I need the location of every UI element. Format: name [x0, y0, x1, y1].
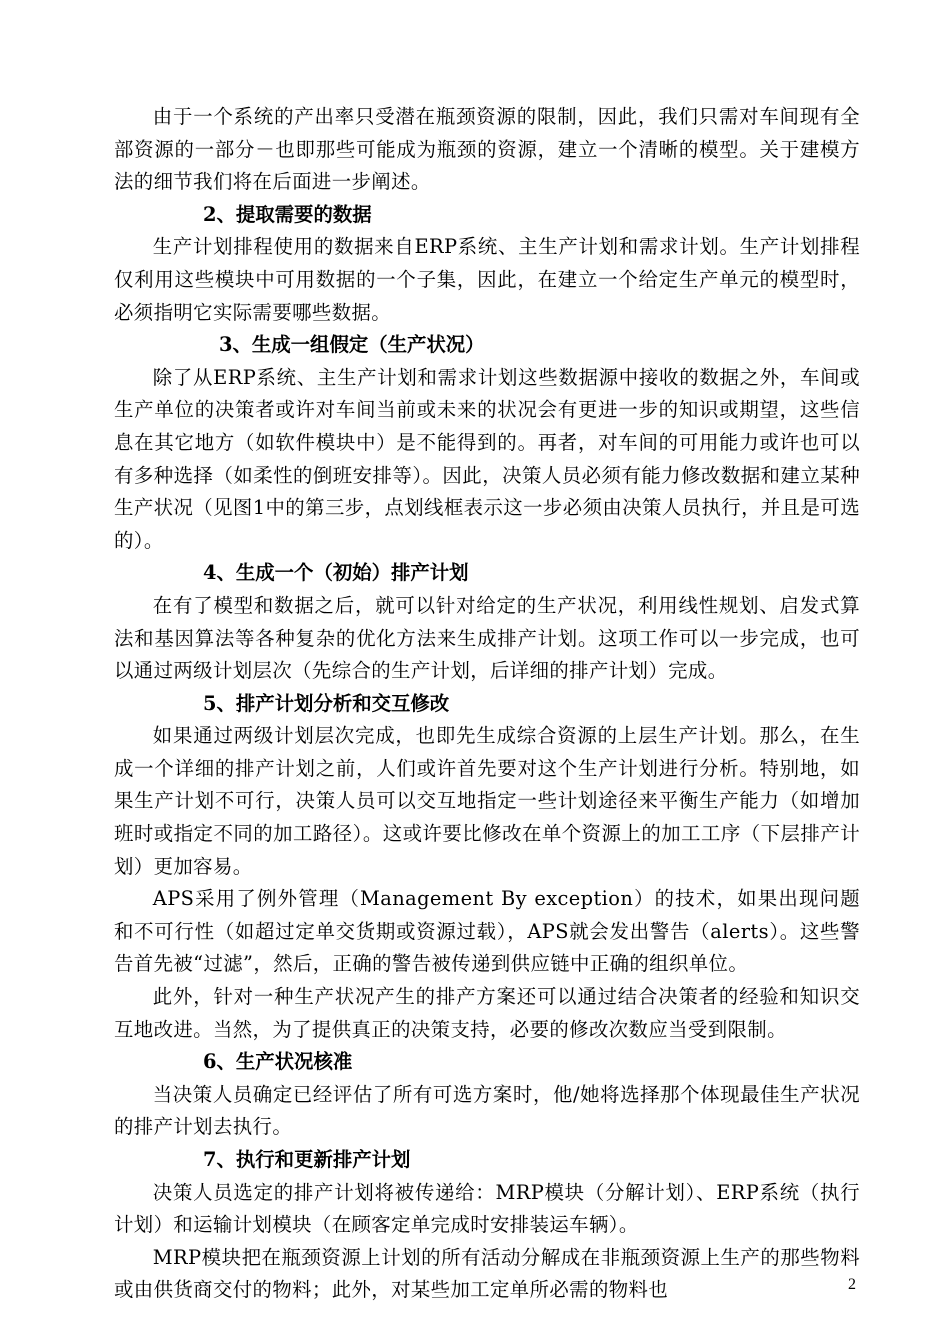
heading-initial-schedule: 4、生成一个（初始）排产计划 — [203, 561, 469, 585]
paragraph-bottleneck-model: 由于一个系统的产出率只受潜在瓶颈资源的限制，因此，我们只需对车间现有全部资源的一部分－也即那些可能成为瓶颈的资源，建立一个清晰的模型。关于建模方法的细节我们将在后面进一步阐述。 — [114, 105, 860, 194]
paragraph-schedule-analysis: 如果通过两级计划层次完成，也即先生成综合资源的上层生产计划。那么，在生成一个详细的排产计划之前，人们或许首先要对这个生产计划进行分析。特别地，如果生产计划不可行，决策人员可以交互地指定一些计划途径来平衡生产能力（如增加班时或指定不同的加工路径）。这或许要比修改在单个资源上的加工工序（下层排产计划）更加容易。 — [114, 724, 860, 878]
heading-generate-assumptions: 3、生成一组假定（生产状况） — [219, 333, 485, 357]
page-number: 2 — [848, 1276, 856, 1293]
heading-extract-data: 2、提取需要的数据 — [203, 202, 372, 226]
heading-approve-scenario: 6、生产状况核准 — [203, 1050, 353, 1074]
paragraph-approve-scenario: 当决策人员确定已经评估了所有可选方案时，他/她将选择那个体现最佳生产状况的排产计划去执行。 — [114, 1082, 860, 1139]
heading-schedule-analysis: 5、排产计划分析和交互修改 — [203, 691, 450, 715]
paragraph-aps-exception: APS采用了例外管理（Management By exception）的技术，如果出现问题和不可行性（如超过定单交货期或资源过载），APS就会发出警告（alerts）。这些警告首先被“过滤”，然后，正确的警告被传递到供应链中正确的组织单位。 — [114, 887, 860, 976]
document-body — [114, 101, 860, 1307]
paragraph-generate-assumptions: 除了从ERP系统、主生产计划和需求计划这些数据源中接收的数据之外，车间或生产单位的决策者或许对车间当前或未来的状况会有更进一步的知识或期望，这些信息在其它地方（如软件模块中）是不能得到的。再者，对车间的可用能力或许也可以有多种选择（如柔性的倒班安排等）。因此，决策人员必须有能力修改数据和建立某种生产状况（见图1中的第三步，点划线框表示这一步必须由决策人员执行，并且是可选的）。 — [114, 365, 860, 552]
paragraph-extract-data: 生产计划排程使用的数据来自ERP系统、主生产计划和需求计划。生产计划排程仅利用这些模块中可用数据的一个子集，因此，在建立一个给定生产单元的模型时，必须指明它实际需要哪些数据。 — [114, 235, 860, 324]
paragraph-mrp-module: MRP模块把在瓶颈资源上计划的所有活动分解成在非瓶颈资源上生产的那些物料或由供货商交付的物料；此外，对某些加工定单所必需的物料也 — [114, 1245, 860, 1302]
paragraph-initial-schedule: 在有了模型和数据之后，就可以针对给定的生产状况，利用线性规划、启发式算法和基因算法等各种复杂的优化方法来生成排产计划。这项工作可以一步完成，也可以通过两级计划层次（先综合的生产计划，后详细的排产计划）完成。 — [114, 593, 860, 683]
heading-execute-update: 7、执行和更新排产计划 — [203, 1148, 411, 1171]
paragraph-interactive-improve: 此外，针对一种生产状况产生的排产方案还可以通过结合决策者的经验和知识交互地改进。当然，为了提供真正的决策支持，必要的修改次数应当受到限制。 — [114, 985, 860, 1041]
paragraph-execute-update: 决策人员选定的排产计划将被传递给：MRP模块（分解计划）、ERP系统（执行计划）和运输计划模块（在顾客定单完成时安排装运车辆）。 — [114, 1180, 860, 1237]
